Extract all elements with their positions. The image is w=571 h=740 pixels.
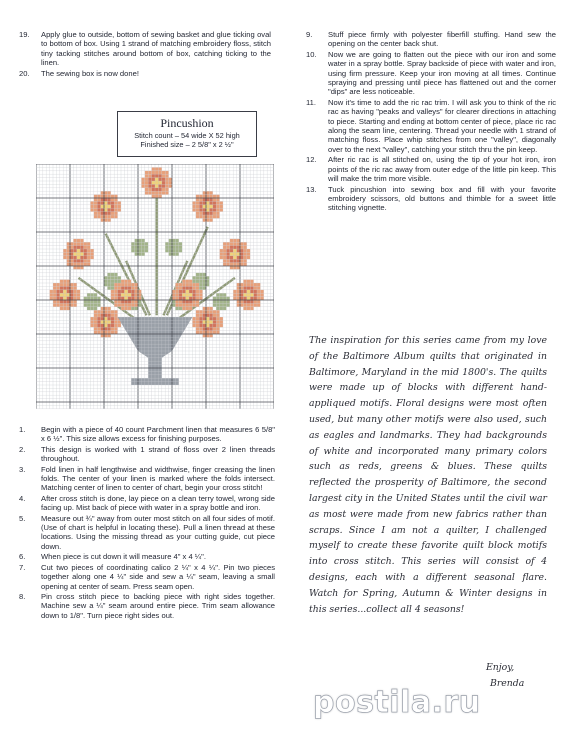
step-8: 8. Pin cross stitch piece to backing piece with right sides together. Machine sew a ¼" seam around entire piece. Trim seam allowance down to 1/8". Turn piece right sides out.	[19, 591, 275, 620]
instructions-bottom-left	[19, 425, 275, 621]
signoff-name: Brenda	[490, 677, 525, 689]
steps-top-list	[19, 30, 271, 78]
watermark-logo: postila.ru	[313, 685, 481, 720]
step-20: 20. The sewing box is now done!	[19, 68, 139, 78]
pincushion-title: Pincushion	[160, 116, 214, 130]
instructions-right	[306, 30, 556, 214]
finished-size: Finished size – 2 5/8" x 2 ½"	[140, 140, 234, 149]
leaf-7	[165, 239, 182, 256]
step-4: 4. After cross stitch is done, lay piece on a clean terry towel, wrong side facing up. Mist back of piece with water in a spray bottle and iron.	[19, 493, 275, 513]
step-7: 7. Cut two pieces of coordinating calico 2 ¼" x 4 ¼". Pin two pieces together along one 4 ¼" side and sew a ¼" seam, leaving a small opening at center of seam. Press seam open.	[19, 562, 275, 591]
signoff-enjoy: Enjoy,	[486, 662, 515, 673]
stitch-count: Stitch count – 54 wide X 52 high	[134, 131, 240, 140]
step-5: 5. Measure out ¾" away from outer most stitch on all four sides of motif. (Use of chart is helpful in locating these). Pull a linen thread at these locations. Using the missing thread as your cutting guide, cut piece down.	[19, 513, 275, 551]
step-19: 19. Apply glue to outside, bottom of sewing basket and glue ticking oval to bottom of box. Using 1 strand of matching embroidery floss, stitch tiny tacking stitches around bottom of box, catching ticking to the linen.	[19, 30, 271, 68]
step-1: 1. Begin with a piece of 40 count Parchment linen that measures 6 5/8" x 6 ½". This size allows excess for finishing purposes.	[19, 425, 275, 444]
leaf-5	[213, 293, 230, 310]
step-13: 13. Tuck pincushion into sewing box and fill with your favorite embroidery scissors, old buttons and thimble for a sweet little stitching vignette.	[306, 184, 556, 213]
inspiration-paragraph: The inspiration for this series came from my love of the Baltimore Album quilts that originated in Baltimore, Maryland in the mid 1800's. The quilts were made up of blocks with different hand-appliqued motifs. Floral designs were most often used, but many other motifs were also used, such as eagles and landmarks. They had backgrounds of white and incorporated many primary colors such as reds, greens & blues. These quilts reflected the prosperity of Baltimore, the second largest city in the United States until the civil war as most were made from new fabrics rather than scraps. Since I am not a quilter, I challenged myself to create these favorite quilt block motifs into cross stitch. This series will consist of 4 designs, each with a different seasonal flare. Watch for Spring, Autumn & Winter designs in this series...collect all 4 seasons!	[309, 335, 547, 615]
leaf-6	[131, 239, 148, 256]
pincushion-title-box	[117, 111, 257, 157]
instructions-top-left	[19, 30, 271, 79]
step-2: 2. This design is worked with 1 strand of floss over 2 linen threads throughout.	[19, 444, 275, 464]
leaf-4	[84, 293, 101, 310]
step-10: 10. Now we are going to flatten out the piece with our iron and some water in a spray bottle. Spray backside of piece with water and iron, using firm pressure. Keep your iron moving at all times. Continue spraying and pressing until piece has flattened out and the corner "dips" are less noticeable.	[306, 49, 556, 97]
step-3: 3. Fold linen in half lengthwise and widthwise, finger creasing the linen folds. The center of your linen is marked where the folds intersect. Matching center of linen to center of chart, begin your cross stitch!	[19, 464, 275, 493]
signoff	[486, 660, 546, 692]
step-12: 12. After ric rac is all stitched on, using the tip of your hot iron, iron points of the ric rac away from outer edge of the little pin keep. This will make the trim more visible.	[306, 155, 556, 184]
step-9: 9. Stuff piece firmly with polyester fiberfill stuffing. Hand sew the opening on the center back shut.	[306, 30, 556, 49]
step-11: 11. Now it's time to add the ric rac trim. I will ask you to think of the ric rac as having "peaks and valleys" for clearer directions in attaching to piece. Starting and ending at bottom center of piece, place ric rac along the seam line, centering. Thread your needle with 1 strand of matching floss. Place whip stitches from one "valley", diagonally over to the next "valley", catching your stitch thru the pin keep.	[306, 97, 556, 154]
step-6: 6. When piece is cut down it will measure 4" x 4 ¼".	[19, 552, 206, 562]
cross-stitch-chart	[36, 164, 274, 410]
